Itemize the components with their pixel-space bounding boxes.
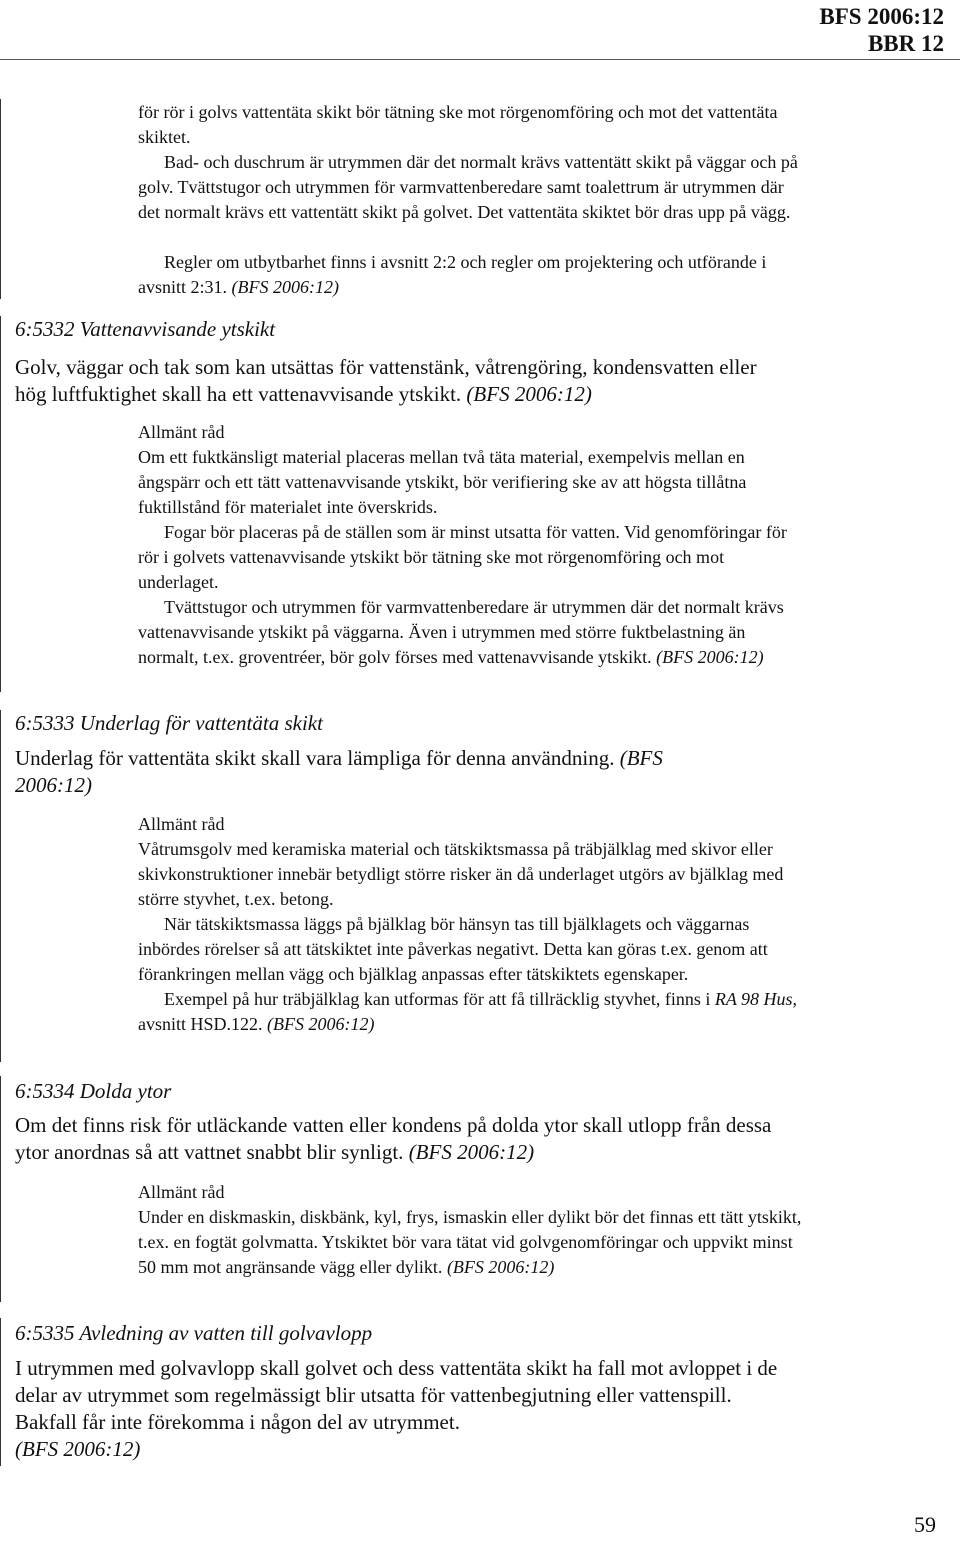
advice-label: Allmänt råd xyxy=(138,422,225,442)
bfs-reference: (BFS 2006:12) xyxy=(15,746,663,797)
advice-block xyxy=(138,1180,808,1280)
advice-paragraph: När tätskiktsmassa läggs på bjälklag bör hänsyn tas till bjälklagets och väggarnas inbördes rörelser så att tätskiktet inte påverkas negativt. Detta kan göras t.ex. genom att förankringen mellan vägg och bjälklag anpassas efter tätskiktets egenskaper. xyxy=(138,914,768,984)
section-heading: 6:5335 Avledning av vatten till golvavlopp xyxy=(15,1321,373,1345)
change-bar xyxy=(0,316,1,692)
advice-text: , avsnitt HSD.122. xyxy=(138,989,798,1034)
header-doc-id: BFS 2006:12 xyxy=(819,4,944,29)
advice-label: Allmänt råd xyxy=(138,1182,225,1202)
advice-text: Under en diskmaskin, diskbänk, kyl, frys, ismaskin eller dylikt bör det finnas ett tätt ytskikt, t.ex. en fogtät golvmatta. Ytskiktet bör vara tätat vid golvgenomföringar och uppvikt minst 50 mm mot angränsande vägg eller dylikt. xyxy=(138,1207,802,1277)
advice-paragraph: Om ett fuktkänsligt material placeras mellan två täta material, exempelvis mellan en ångspärr och ett tätt vattenavvisande ytskikt, bör verifiering ske av att högsta tillåtna fuktillstånd för materialet inte överskrids. xyxy=(138,447,747,517)
bfs-reference: (BFS 2006:12) xyxy=(231,277,339,297)
change-bar xyxy=(0,1318,1,1466)
section-heading: 6:5332 Vattenavvisande ytskikt xyxy=(15,317,276,341)
rule-body: Om det finns risk för utläckande vatten eller kondens på dolda ytor skall utlopp från dessa ytor anordnas så att vattnet snabbt blir synligt. xyxy=(15,1113,772,1164)
intro-paragraph: Bad- och duschrum är utrymmen där det normalt krävs vattentätt skikt på väggar och på golv. Tvättstugor och utrymmen för varmvattenberedare samt toalettrum är utrymmen där det normalt krävs ett vattentätt skikt på golvet. Det vattentäta skiktet bör dras upp på vägg. xyxy=(138,152,798,222)
advice-text: Tvättstugor och utrymmen för varmvattenberedare är utrymmen där det normalt krävs vattenavvisande ytskikt på väggarna. Även i utrymmen med större fuktbelastning än normalt, t.ex. groventréer, bör golv förses med vattenavvisande ytskikt. xyxy=(138,597,784,667)
advice-block xyxy=(138,420,808,670)
change-bar xyxy=(0,1076,1,1302)
advice-paragraph xyxy=(138,1205,808,1280)
rule-text xyxy=(15,354,785,408)
bfs-reference: (BFS 2006:12) xyxy=(466,382,592,406)
intro-paragraph xyxy=(138,250,808,300)
rule-text xyxy=(15,1355,785,1463)
rule-text xyxy=(15,745,715,799)
page-header xyxy=(819,3,944,57)
advice-text: Exempel på hur träbjälklag kan utformas för att få tillräcklig styvhet, finns i xyxy=(164,989,711,1009)
header-rule xyxy=(0,59,960,60)
bfs-reference: (BFS 2006:12) xyxy=(15,1437,141,1461)
section-heading: 6:5333 Underlag för vattentäta skikt xyxy=(15,711,323,735)
section-heading: 6:5334 Dolda ytor xyxy=(15,1079,172,1103)
intro-paragraph: för rör i golvs vattentäta skikt bör tätning ske mot rörgenomföring och mot det vattentäta skiktet. xyxy=(138,102,778,147)
change-bar xyxy=(0,710,1,1062)
bfs-reference: (BFS 2006:12) xyxy=(656,647,764,667)
header-doc-code: BBR 12 xyxy=(867,31,944,56)
advice-paragraph xyxy=(138,987,808,1037)
page-number: 59 xyxy=(914,1512,936,1537)
publication-title: RA 98 Hus xyxy=(714,989,793,1009)
rule-text xyxy=(15,1112,785,1166)
advice-paragraph: Våtrumsgolv med keramiska material och tätskiktsmassa på träbjälklag med skivor eller skivkonstruktioner innebär betydligt större risker än då underlaget utgörs av bjälklag med större styvhet, t.ex. betong. xyxy=(138,839,784,909)
bfs-reference: (BFS 2006:12) xyxy=(446,1257,555,1277)
change-bar xyxy=(0,99,1,299)
advice-label: Allmänt råd xyxy=(138,814,225,834)
advice-paragraph: Fogar bör placeras på de ställen som är minst utsatta för vatten. Vid genomföringar för rör i golvets vattenavvisande ytskikt bör tätning ske mot rörgenomföring och mot underlaget. xyxy=(138,522,787,592)
rule-body: Golv, väggar och tak som kan utsättas för vattenstänk, våtrengöring, kondensvatten eller hög luftfuktighet skall ha ett vattenavvisande ytskikt. xyxy=(15,355,757,406)
bfs-reference: (BFS 2006:12) xyxy=(408,1140,535,1164)
rule-body: Underlag för vattentäta skikt skall vara lämpliga för denna användning. xyxy=(15,746,615,770)
advice-block xyxy=(138,812,808,1037)
bfs-reference: (BFS 2006:12) xyxy=(267,1014,375,1034)
rule-body: I utrymmen med golvavlopp skall golvet och dess vattentäta skikt ha fall mot avloppet i de delar av utrymmet som regelmässigt blir utsatta för vattenbegjutning eller vattenspill. Bakfall får inte förekomma i någon del av utrymmet. xyxy=(15,1356,778,1434)
advice-paragraph xyxy=(138,595,808,670)
intro-text: Regler om utbytbarhet finns i avsnitt 2:2 och regler om projektering och utförande i avsnitt 2:31. xyxy=(138,252,767,297)
